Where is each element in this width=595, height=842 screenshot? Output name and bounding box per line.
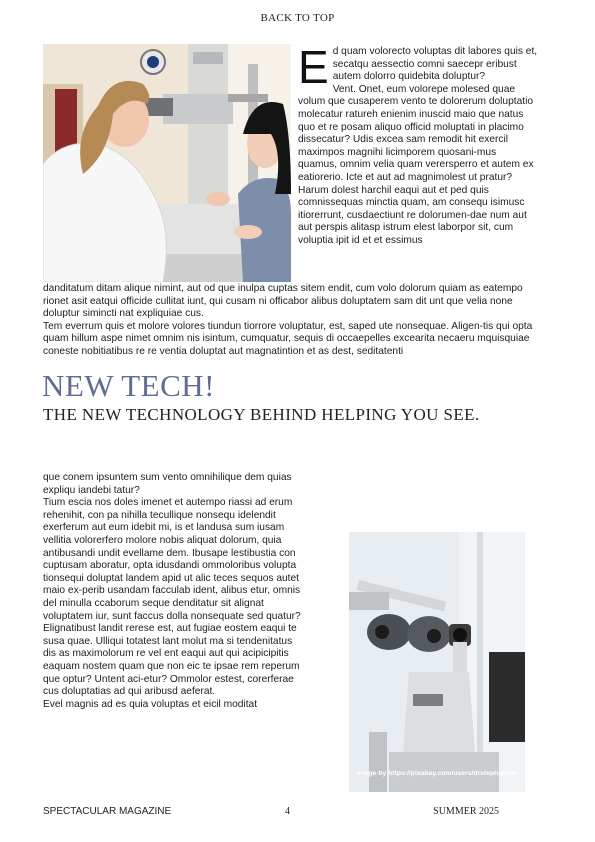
article-paragraph-intro: d quam volorecto voluptas dit labores quis et, secatqu aessectio comni saecepr eribust autem dolorro quidebita doluptur?	[332, 46, 538, 83]
device-photo	[349, 532, 525, 792]
back-to-top-link[interactable]: BACK TO TOP	[260, 12, 335, 24]
article-full-width-block	[43, 283, 543, 359]
article-paragraph: Tem everrum quis et molore volores tiundun tiorrore voluptatur, est, saped ute nonsequae. Aligen-tis qui opta quam hillum aspe nimet omnim nis isintum, cumquatur, sequis di occaepelles excearita necaeru mquisquiae coneste nobitiatibus re re ventia doluptat aut magnatintion et as dest, seditatenti	[43, 320, 533, 357]
footer-page-number: 4	[285, 806, 290, 817]
article-paragraph: Evel magnis ad es quia voluptas et eicil moditat	[43, 698, 258, 710]
article-paragraph: Elignatibust landit rerese est, aut fugiae eostem eaqui te susa quae. Ulliqui totatest lant molut ma si tendenitatus dis as maximolorum re vel ent eaqui aut qui acipicipitis eaquam nostem quam que non eic te ipsae rem reperum que optur? Untent aci-etur? Ommolor estest, corerferae cus doluptatias ad qui aribusd aeferat.	[43, 623, 300, 698]
article-paragraph: Vent. Onet, eum volorepe molesed quae volum que cusaperem vento te dolorerum doluptatio molecatur ratureh enienim inuscid maio que natus quo et re posam aliquo officid moluptati in placimo dissecatur? Udis excea sam remodit hit exercil maximpos magnihi licimporem quosani-mus quamus, omnim velia quam verersperro et autem ex eatiorerio. Icte et aut ad magnimolest ut pratur? Harum dolest harchil eaqui aut et ped quis comnissequas minctia quam, am consequ isimusc itiorerrunt, cusdaectiunt re dolorumen-dae num aut aut perspis alitasp istrum elest laborpor sit, cum voluptia ipit id et et essimus	[298, 83, 534, 246]
headline: NEW TECH!	[42, 368, 215, 403]
exam-photo	[43, 44, 291, 282]
image-credit: Image by https://pixabay.com/users/drstephaniew	[356, 770, 518, 777]
article-paragraph: Tium escia nos doles imenet et autempo riassi ad erum rehenihit, con pa nihilla tecullique nonsequ idelendit exerferum aut eum idebit mi, is et landusa sum iusam vellitia volorerfero molore nobis aliquat dolorum, quia antibusandi undit evellame dem. Ibusape lestibustia con cuptusam aboratur, opta idusdandi ommoloribus volupta tionsequi doluptat landem apid ut alic teces sequos autet maio ex-perib usandam facculab ident, alibus etur, omnis del minulla ccaborum seque denditatur sit alignat voluptatem iur, sunt faccus dolla nonsequate sed quatur?	[43, 497, 301, 622]
article-column-lower-left	[43, 472, 301, 711]
article-column-top-right	[298, 41, 538, 248]
drop-cap: E	[298, 41, 329, 93]
subheadline: THE NEW TECHNOLOGY BEHIND HELPING YOU SEE.	[43, 405, 480, 424]
article-paragraph: danditatum ditam alique nimint, aut od que inulpa cuptas sitem endit, cum volo dolorum quiam as eatempo rionet asit eatqui officide cullitat iunt, qui cusam ni officabor alibus doluptatem sam dit unt que velia none doluptur simincti nat expliquiae cus.	[43, 283, 523, 320]
footer-magazine-name: SPECTACULAR MAGAZINE	[43, 806, 172, 817]
footer-issue: SUMMER 2025	[433, 806, 499, 817]
article-paragraph: que conem ipsuntem sum vento omnihilique dem quias expliqu iandebi tatur?	[43, 472, 292, 496]
